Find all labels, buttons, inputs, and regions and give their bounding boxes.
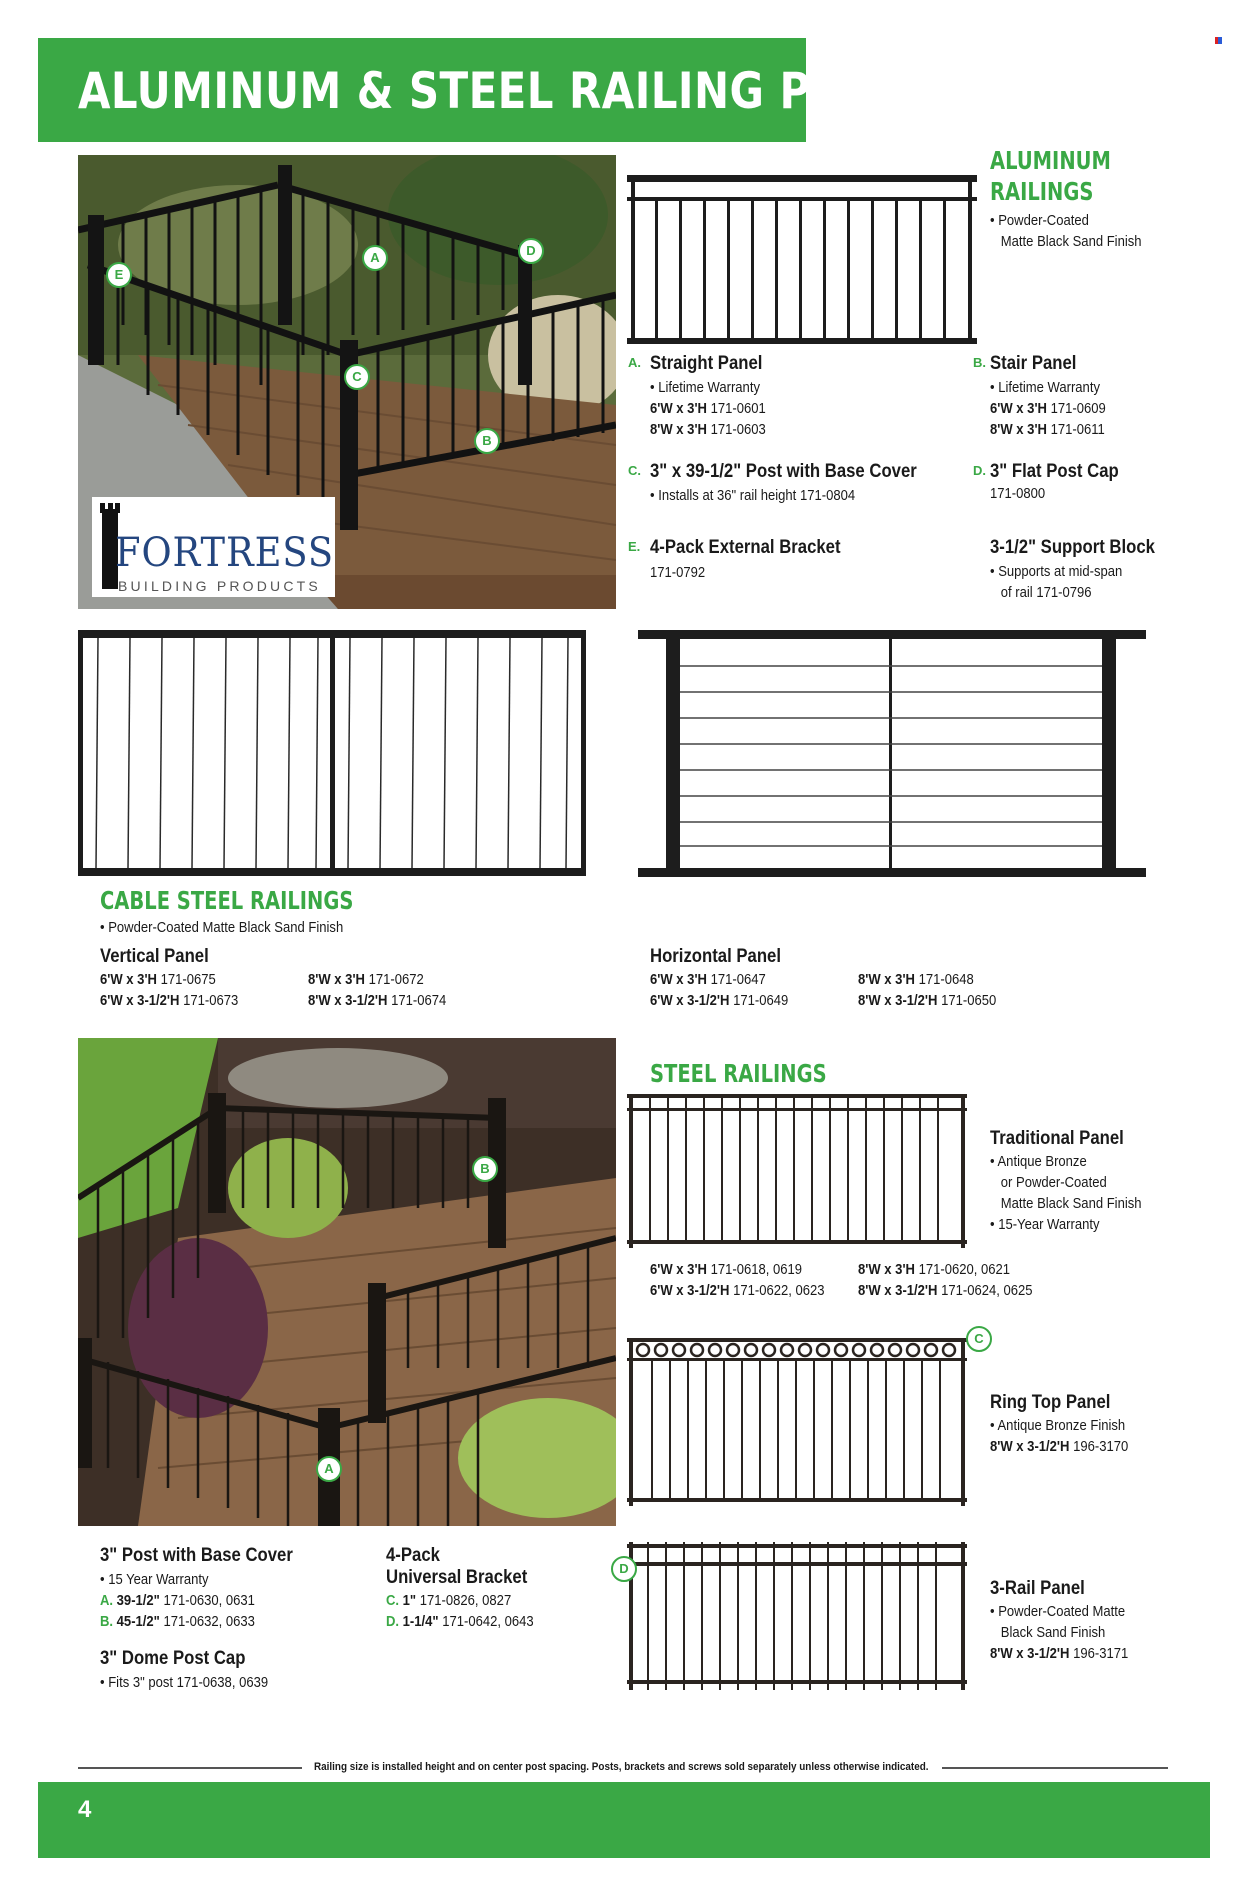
straight-panel-warranty: • Lifetime Warranty: [650, 380, 760, 396]
steel-post-title: 3" Post with Base Cover: [100, 1545, 293, 1566]
stair-panel-letter: B.: [973, 355, 986, 370]
horizontal-size-3: 8'W x 3'H: [858, 972, 915, 988]
vertical-cable-panel-drawing: [78, 630, 586, 880]
support-block-note2: of rail: [1000, 585, 1033, 602]
page-title: ALUMINUM & STEEL RAILING PANELS: [78, 62, 963, 120]
horizontal-sku-4: 171-0650: [941, 993, 997, 1010]
photo2-callout-b: B: [472, 1156, 498, 1182]
traditional-size-4: 8'W x 3-1/2'H: [858, 1283, 938, 1300]
horizontal-panel-col2: [858, 970, 996, 1012]
vertical-size-1: 6'W x 3'H: [100, 972, 157, 988]
horizontal-panel-title: Horizontal Panel: [650, 946, 781, 967]
callout-c: C: [344, 364, 370, 390]
straight-panel-sku-2: 171-0603: [710, 422, 766, 439]
vertical-size-4: 8'W x 3-1/2'H: [308, 993, 388, 1010]
support-block-sku: 171-0796: [1036, 585, 1092, 602]
post-letter: C.: [628, 463, 641, 478]
ring-top-details: [990, 1416, 1128, 1458]
universal-d-letter: D.: [386, 1614, 400, 1631]
traditional-col1: [650, 1260, 825, 1302]
horizontal-sku-3: 171-0648: [918, 972, 974, 988]
support-block-title: 3-1/2" Support Block: [990, 537, 1155, 558]
universal-bracket-title: [386, 1545, 527, 1589]
straight-panel-drawing: [627, 175, 977, 352]
traditional-sku-4: 171-0624, 0625: [941, 1283, 1033, 1300]
traditional-bullet-1: • Antique Bronze: [990, 1154, 1087, 1170]
page-number: 4: [78, 1796, 92, 1823]
steel-post-b-size: 45-1/2": [116, 1614, 160, 1631]
bracket-title: 4-Pack External Bracket: [650, 537, 841, 558]
horizontal-panel-col1: [650, 970, 788, 1012]
straight-panel-size-2: 8'W x 3'H: [650, 422, 707, 439]
dome-cap-note: • Fits 3" post: [100, 1675, 173, 1691]
steel-post-b-sku: 171-0632, 0633: [163, 1614, 255, 1631]
callout-d: D: [518, 238, 544, 264]
universal-d-size: 1-1/4": [402, 1614, 439, 1631]
stair-panel-size-1: 6'W x 3'H: [990, 401, 1047, 418]
stair-panel-details: [990, 378, 1106, 441]
aluminum-title-line1: ALUMINUM: [990, 146, 1111, 175]
universal-title-line1: 4-Pack: [386, 1545, 440, 1566]
traditional-bullet-1b: or Powder-Coated: [1000, 1175, 1107, 1192]
aluminum-title-line2: RAILINGS: [990, 177, 1094, 207]
footer-bar: [38, 1782, 1210, 1858]
post-details: [650, 486, 855, 507]
cap-letter: D.: [973, 463, 986, 478]
traditional-col2: [858, 1260, 1033, 1302]
stair-panel-title: Stair Panel: [990, 353, 1077, 374]
traditional-bullet-1c: Matte Black Sand Finish: [1000, 1196, 1142, 1213]
aluminum-finish-line2: Matte Black Sand Finish: [1000, 234, 1142, 251]
callout-e: E: [106, 262, 132, 288]
traditional-sku-1: 171-0618, 0619: [710, 1262, 803, 1278]
stair-panel-sku-2: 171-0611: [1050, 422, 1105, 439]
straight-panel-sku-1: 171-0601: [710, 401, 766, 418]
deck-photo-steel: [78, 1038, 616, 1526]
horizontal-sku-1: 171-0647: [710, 972, 766, 988]
horizontal-cable-panel-drawing: [638, 630, 1146, 880]
three-rail-panel-drawing: [627, 1542, 967, 1690]
straight-panel-details: [650, 378, 766, 441]
traditional-panel-drawing: [627, 1094, 967, 1250]
vertical-panel-title: Vertical Panel: [100, 946, 209, 967]
vertical-size-3: 8'W x 3'H: [308, 972, 365, 988]
ring-top-size: 8'W x 3-1/2'H: [990, 1439, 1070, 1456]
universal-c-size: 1": [402, 1593, 417, 1609]
three-rail-bullet: • Powder-Coated Matte: [990, 1604, 1125, 1620]
footnote: Railing size is installed height and on center post spacing. Posts, brackets and screws sold separately unless otherwise indicated.: [314, 1761, 929, 1773]
universal-c-letter: C.: [386, 1593, 400, 1609]
cap-sku: 171-0800: [990, 486, 1046, 502]
support-block-note1: • Supports at mid-span: [990, 564, 1122, 580]
three-rail-title: 3-Rail Panel: [990, 1578, 1085, 1599]
logo-wordmark: FORTRESS: [115, 530, 335, 576]
horizontal-size-2: 6'W x 3-1/2'H: [650, 993, 730, 1010]
dome-cap-details: [100, 1673, 268, 1694]
post-sku: 171-0804: [799, 488, 856, 504]
aluminum-finish-line1: • Powder-Coated: [990, 213, 1089, 229]
ring-top-title: Ring Top Panel: [990, 1392, 1111, 1413]
footnote-rule-right: [942, 1767, 1168, 1769]
support-block-details: [990, 562, 1122, 604]
ring-top-callout: C: [966, 1326, 992, 1352]
universal-d-sku: 171-0642, 0643: [442, 1614, 534, 1631]
stair-panel-size-2: 8'W x 3'H: [990, 422, 1047, 439]
three-rail-details: [990, 1602, 1128, 1665]
three-rail-bullet-b: Black Sand Finish: [1000, 1625, 1106, 1642]
vertical-sku-1: 171-0675: [160, 972, 216, 988]
steel-post-b-letter: B.: [100, 1614, 114, 1631]
steel-post-details: [100, 1570, 255, 1633]
vertical-sku-3: 171-0672: [368, 972, 424, 988]
vertical-panel-col1: [100, 970, 238, 1012]
aluminum-railings-title: [990, 145, 1111, 208]
universal-title-line2: Universal Bracket: [386, 1566, 528, 1588]
corner-mark-icon: [1215, 37, 1222, 44]
traditional-size-3: 8'W x 3'H: [858, 1262, 915, 1278]
stair-panel-warranty: • Lifetime Warranty: [990, 380, 1100, 396]
steel-post-a-sku: 171-0630, 0631: [163, 1593, 255, 1610]
horizontal-sku-2: 171-0649: [733, 993, 789, 1010]
universal-c-sku: 171-0826, 0827: [419, 1593, 512, 1609]
vertical-sku-2: 171-0673: [183, 993, 239, 1010]
three-rail-sku: 196-3171: [1073, 1646, 1129, 1663]
traditional-sku-2: 171-0622, 0623: [733, 1283, 825, 1300]
stair-panel-sku-1: 171-0609: [1050, 401, 1106, 418]
dome-cap-title: 3" Dome Post Cap: [100, 1648, 246, 1669]
bracket-sku: 171-0792: [650, 565, 706, 581]
dome-cap-sku: 171-0638, 0639: [176, 1675, 269, 1691]
straight-panel-title: Straight Panel: [650, 353, 763, 374]
horizontal-size-1: 6'W x 3'H: [650, 972, 707, 988]
callout-a: A: [362, 245, 388, 271]
ring-top-sku: 196-3170: [1073, 1439, 1129, 1456]
aluminum-finish: [990, 211, 1142, 253]
post-note: • Installs at 36" rail height: [650, 488, 796, 504]
callout-b: B: [474, 428, 500, 454]
footnote-rule-left: [78, 1767, 302, 1769]
ring-top-panel-drawing: [627, 1338, 967, 1506]
vertical-sku-4: 171-0674: [391, 993, 447, 1010]
traditional-sku-3: 171-0620, 0621: [918, 1262, 1011, 1278]
steel-railings-title: STEEL RAILINGS: [650, 1059, 827, 1088]
cable-finish: • Powder-Coated Matte Black Sand Finish: [100, 918, 343, 939]
universal-bracket-details: [386, 1591, 534, 1633]
straight-panel-size-1: 6'W x 3'H: [650, 401, 707, 418]
three-rail-size: 8'W x 3-1/2'H: [990, 1646, 1070, 1663]
three-rail-callout: D: [611, 1556, 637, 1582]
ring-top-bullet: • Antique Bronze Finish: [990, 1418, 1125, 1434]
post-title: 3" x 39-1/2" Post with Base Cover: [650, 461, 917, 482]
vertical-size-2: 6'W x 3-1/2'H: [100, 993, 180, 1010]
traditional-size-2: 6'W x 3-1/2'H: [650, 1283, 730, 1300]
photo2-callout-a: A: [316, 1456, 342, 1482]
steel-post-warranty: • 15 Year Warranty: [100, 1572, 209, 1588]
vertical-panel-col2: [308, 970, 446, 1012]
traditional-panel-title: Traditional Panel: [990, 1128, 1124, 1149]
cap-title: 3" Flat Post Cap: [990, 461, 1119, 482]
cable-railings-title: CABLE STEEL RAILINGS: [100, 886, 354, 915]
bracket-letter: E.: [628, 539, 641, 554]
logo-subtitle: BUILDING PRODUCTS: [118, 578, 321, 594]
traditional-bullet-2: • 15-Year Warranty: [990, 1217, 1100, 1233]
steel-post-a-size: 39-1/2": [116, 1593, 160, 1610]
traditional-panel-bullets: [990, 1152, 1142, 1236]
traditional-size-1: 6'W x 3'H: [650, 1262, 707, 1278]
horizontal-size-4: 8'W x 3-1/2'H: [858, 993, 938, 1010]
steel-post-a-letter: A.: [100, 1593, 114, 1610]
straight-panel-letter: A.: [628, 355, 641, 370]
